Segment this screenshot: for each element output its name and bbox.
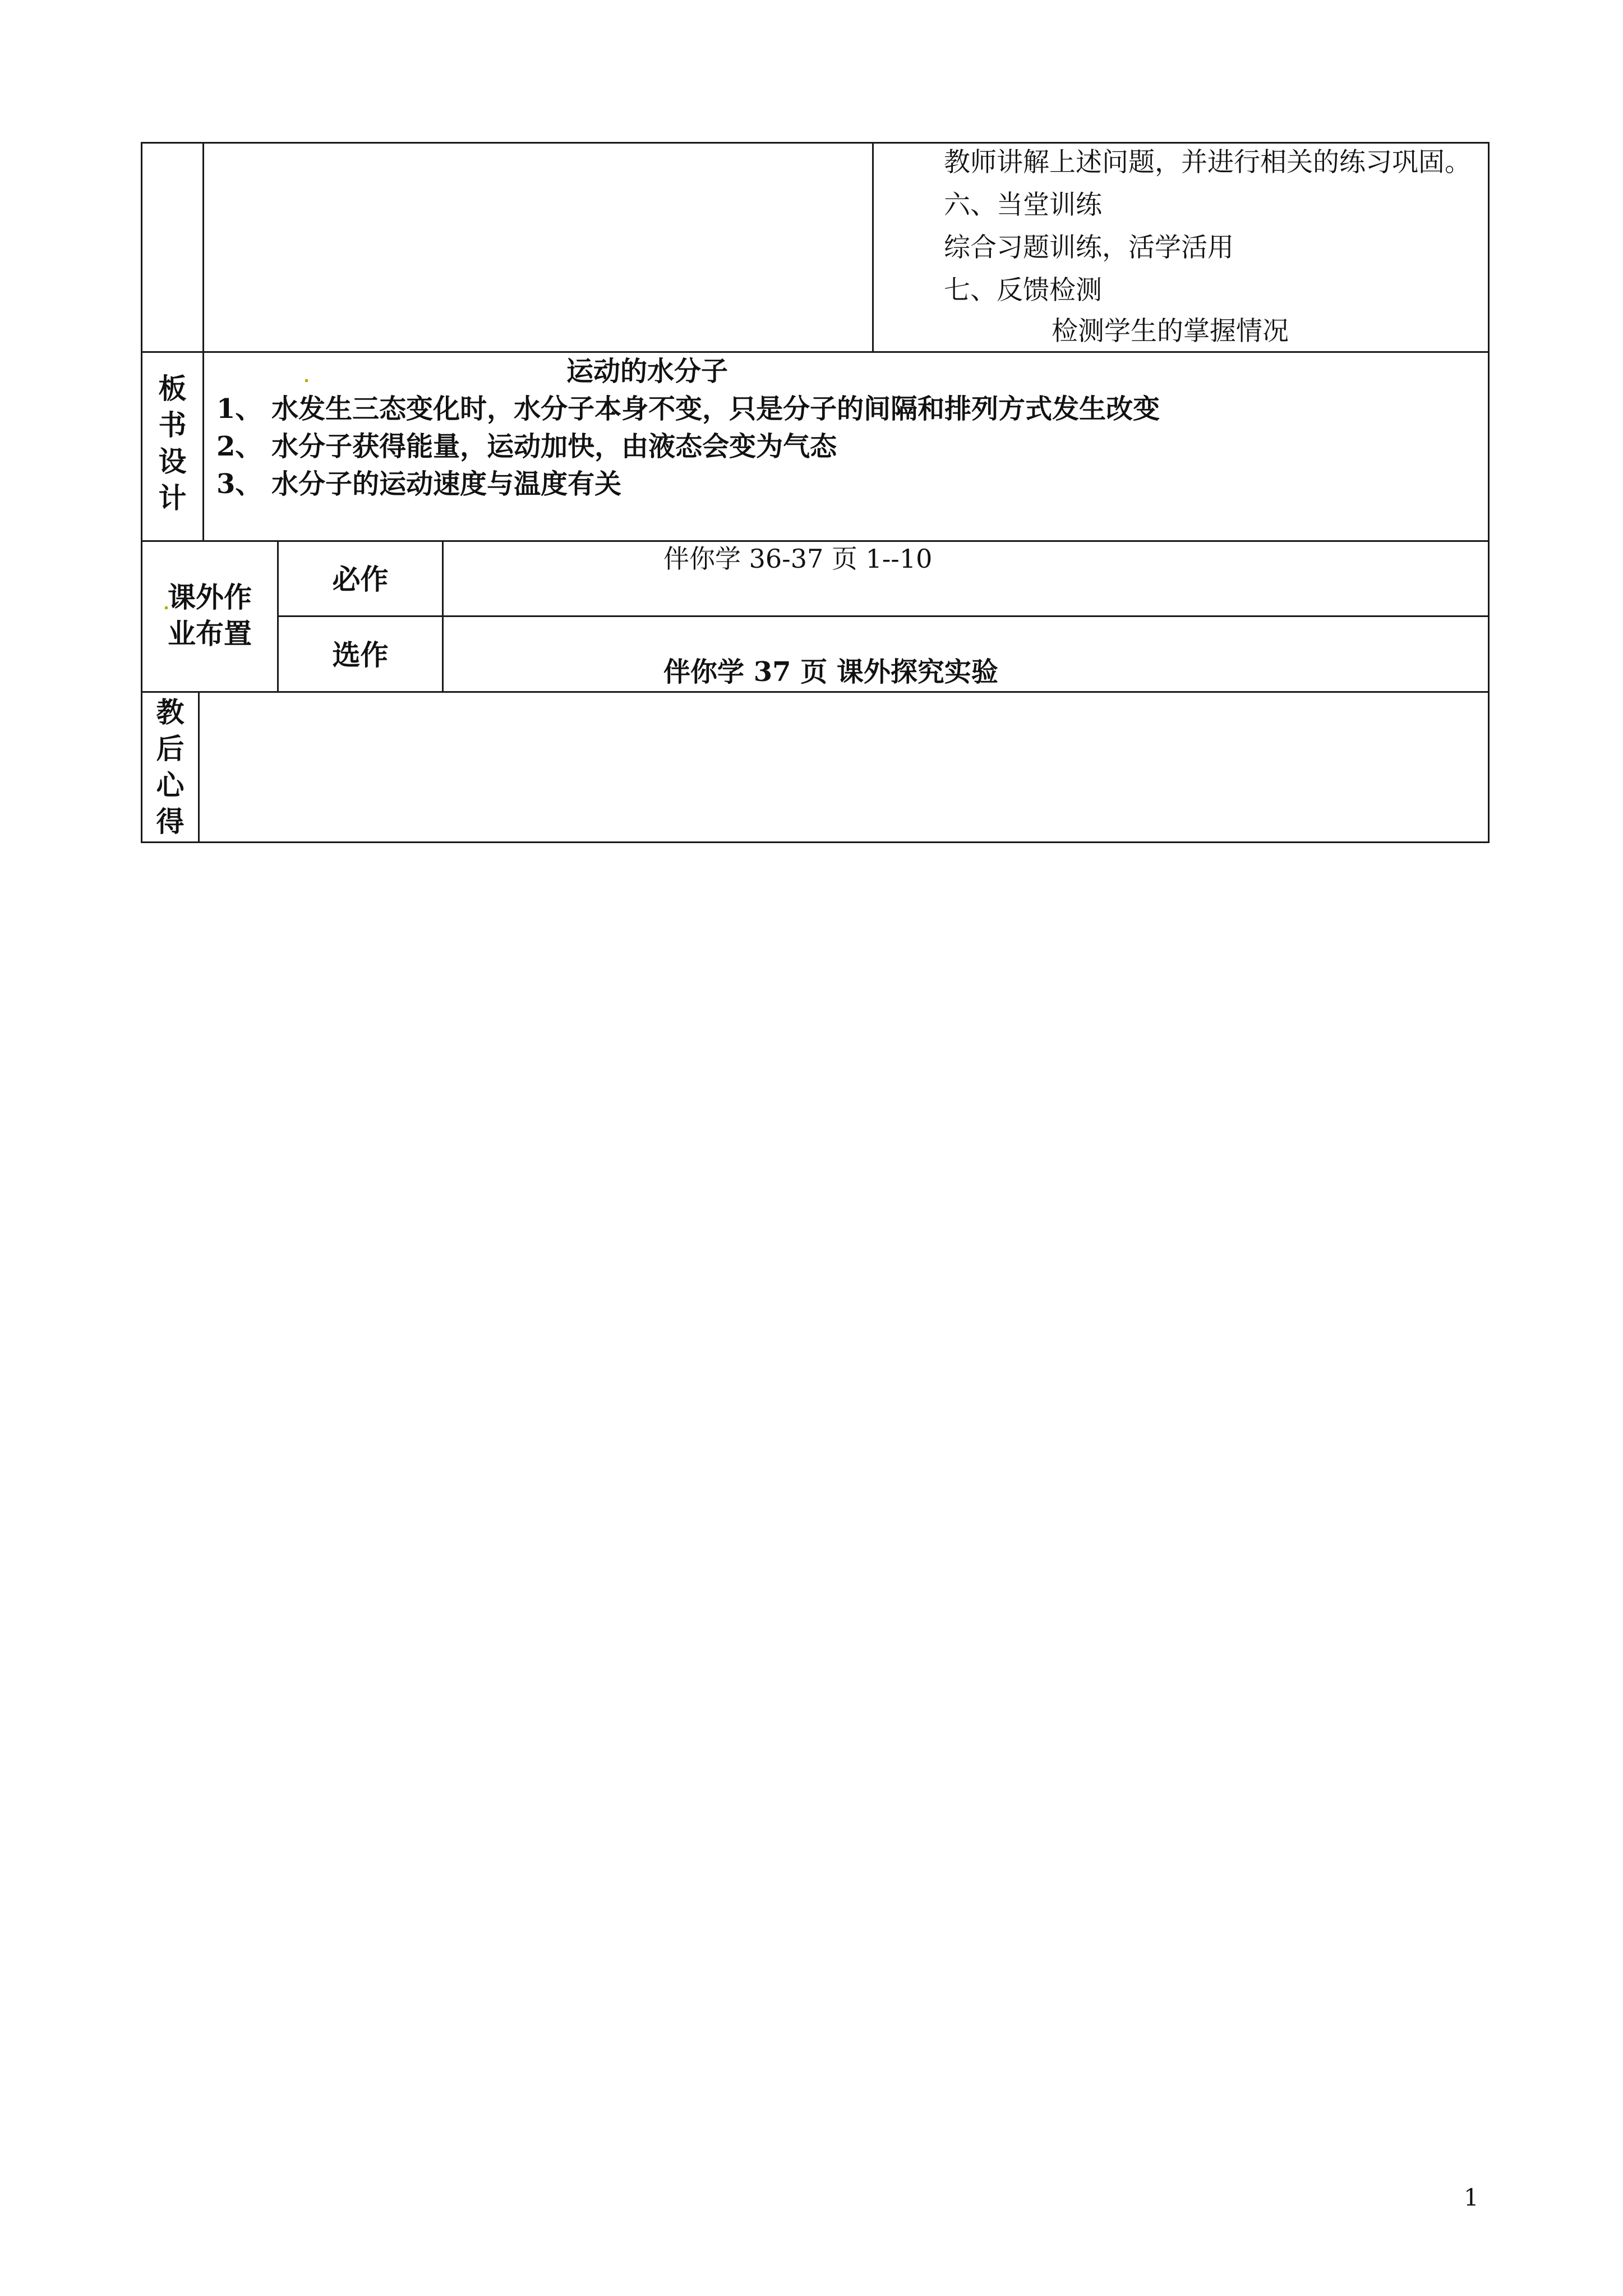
decorative-dot: [305, 379, 308, 382]
optional-text: 伴你学 37 页 课外探究实验: [663, 656, 998, 688]
row-divider-homework: [277, 615, 1490, 617]
reflection-label-char-4: 得: [156, 805, 185, 838]
row-divider-2: [141, 540, 1490, 542]
reflection-label-char-2: 后: [156, 732, 185, 765]
optional-label: 选作: [332, 638, 389, 671]
reflection-label-char-3: 心: [156, 769, 185, 802]
required-text: 伴你学 36-37 页 1--10: [663, 544, 933, 574]
board-design-item-1: 1、 水发生三态变化时，水分子本身不变，只是分子的间隔和排列方式发生改变: [216, 393, 1160, 425]
board-design-label-char-4: 计: [158, 481, 187, 514]
col-divider-reflection: [198, 691, 200, 843]
top-line-3: 综合习题训练，活学活用: [944, 232, 1234, 263]
board-design-title: 运动的水分子: [566, 356, 728, 387]
page-number: 1: [1464, 2184, 1479, 2211]
homework-label-line-1: 课外作: [168, 581, 252, 614]
col-divider-mid-top: [872, 142, 874, 353]
row-divider-3: [141, 691, 1490, 693]
board-design-label: [142, 370, 202, 516]
col-divider-label-top: [202, 142, 204, 542]
board-design-item-2: 2、 水分子获得能量，运动加快，由液态会变为气态: [216, 431, 837, 462]
table-border-top: [141, 142, 1490, 144]
top-line-1: 教师讲解上述问题，并进行相关的练习巩固。: [944, 147, 1471, 178]
top-line-4: 七、反馈检测: [944, 275, 1102, 306]
reflection-label: [142, 694, 198, 840]
board-design-label-char-2: 书: [158, 408, 187, 441]
table-border-right: [1488, 142, 1490, 843]
top-line-2: 六、当堂训练: [944, 190, 1102, 220]
board-design-item-3: 3、 水分子的运动速度与温度有关: [216, 468, 622, 500]
board-design-label-char-1: 板: [158, 372, 187, 405]
required-label: 必作: [332, 563, 389, 596]
homework-label: [142, 579, 277, 652]
col-divider-homework-type: [442, 540, 444, 693]
top-line-5: 检测学生的掌握情况: [1052, 316, 1289, 347]
reflection-label-char-1: 教: [156, 696, 185, 729]
row-divider-1: [141, 351, 1490, 353]
board-design-label-char-3: 设: [158, 445, 187, 478]
homework-label-line-2: 业布置: [168, 617, 252, 650]
table-border-bottom: [141, 841, 1490, 843]
